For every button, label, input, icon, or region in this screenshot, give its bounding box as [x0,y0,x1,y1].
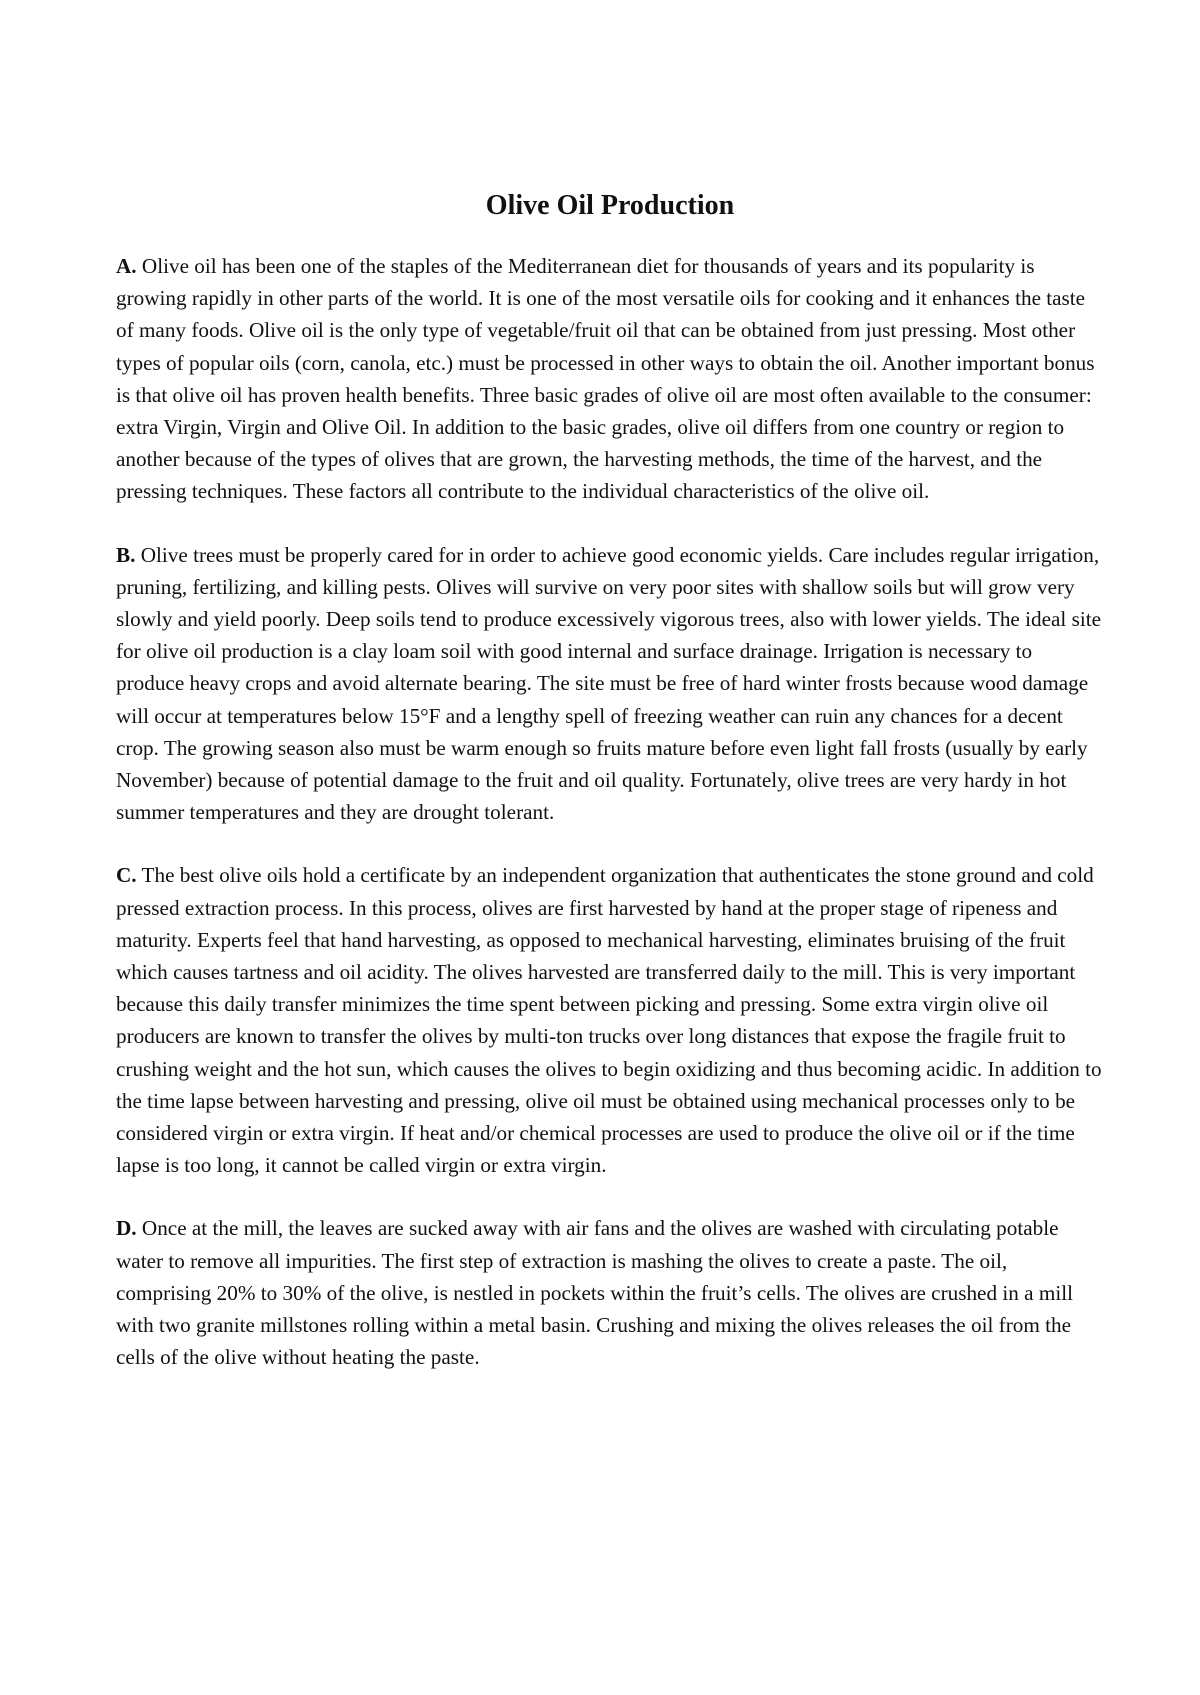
paragraph-text: Olive trees must be properly cared for in order to achieve good economic yields. Care includes regular irrigation, pruning, fertilizing, and killing pests. Olives will survive on very poor sites with shallow soils but will grow very slowly and yield poorly. Deep soils tend to produce excessively vigorous trees, also with lower yields. The ideal site for olive oil production is a clay loam soil with good internal and surface drainage. Irrigation is necessary to produce heavy crops and avoid alternate bearing. The site must be free of hard winter frosts because wood damage will occur at temperatures below 15°F and a lengthy spell of freezing weather can ruin any chances for a decent crop. The growing season also must be warm enough so fruits mature before even light fall frosts (usually by early November) because of potential damage to the fruit and oil quality. Fortunately, olive trees are very hardy in hot summer temperatures and they are drought tolerant. [116,542,1102,825]
paragraph-b [116,539,1104,829]
paragraph-c [116,859,1104,1181]
paragraph-a [116,250,1104,508]
paragraph-text: The best olive oils hold a certificate by an independent organization that authenticates the stone ground and cold pressed extraction process. In this process, olives are first harvested by hand at the proper stage of ripeness and maturity. Experts feel that hand harvesting, as opposed to mechanical harvesting, eliminates bruising of the fruit which causes tartness and oil acidity. The olives harvested are transferred daily to the mill. This is very important because this daily transfer minimizes the time spent between picking and pressing. Some extra virgin olive oil producers are known to transfer the olives by multi-ton trucks over long distances that expose the fragile fruit to crushing weight and the hot sun, which causes the olives to begin oxidizing and thus becoming acidic. In addition to the time lapse between harvesting and pressing, olive oil must be obtained using mechanical processes only to be considered virgin or extra virgin. If heat and/or chemical processes are used to produce the olive oil or if the time lapse is too long, it cannot be called virgin or extra virgin. [116,863,1102,1178]
paragraph-letter: D. [116,1216,137,1241]
paragraph-letter: A. [116,254,137,278]
paragraph-d [116,1212,1104,1373]
page-title: Olive Oil Production [485,190,735,221]
paragraph-text: Olive oil has been one of the staples of the Mediterranean diet for thousands of years and its popularity is growing rapidly in other parts of the world. It is one of the most versatile oils for cooking and it enhances the taste of many foods. Olive oil is the only type of vegetable/fruit oil that can be obtained from just pressing. Most other types of popular oils (corn, canola, etc.) must be processed in other ways to obtain the oil. Another important bonus is that olive oil has proven health benefits. Three basic grades of olive oil are most often available to the consumer: extra Virgin, Virgin and Olive Oil. In addition to the basic grades, olive oil differs from one country or region to another because of the types of olives that are grown, the harvesting methods, the time of the harvest, and the pressing techniques. These factors all contribute to the individual characteristics of the olive oil. [116,254,1095,504]
paragraph-text: Once at the mill, the leaves are sucked away with air fans and the olives are washed with circulating potable water to remove all impurities. The first step of extraction is mashing the olives to create a paste. The oil, comprising 20% to 30% of the olive, is nestled in pockets within the fruit’s cells. The olives are crushed in a mill with two granite millstones rolling within a metal basin. Crushing and mixing the olives releases the oil from the cells of the olive without heating the paste. [116,1216,1073,1370]
paragraph-letter: B. [116,542,136,567]
document-body [116,188,1104,1405]
paragraph-letter: C. [116,863,137,888]
